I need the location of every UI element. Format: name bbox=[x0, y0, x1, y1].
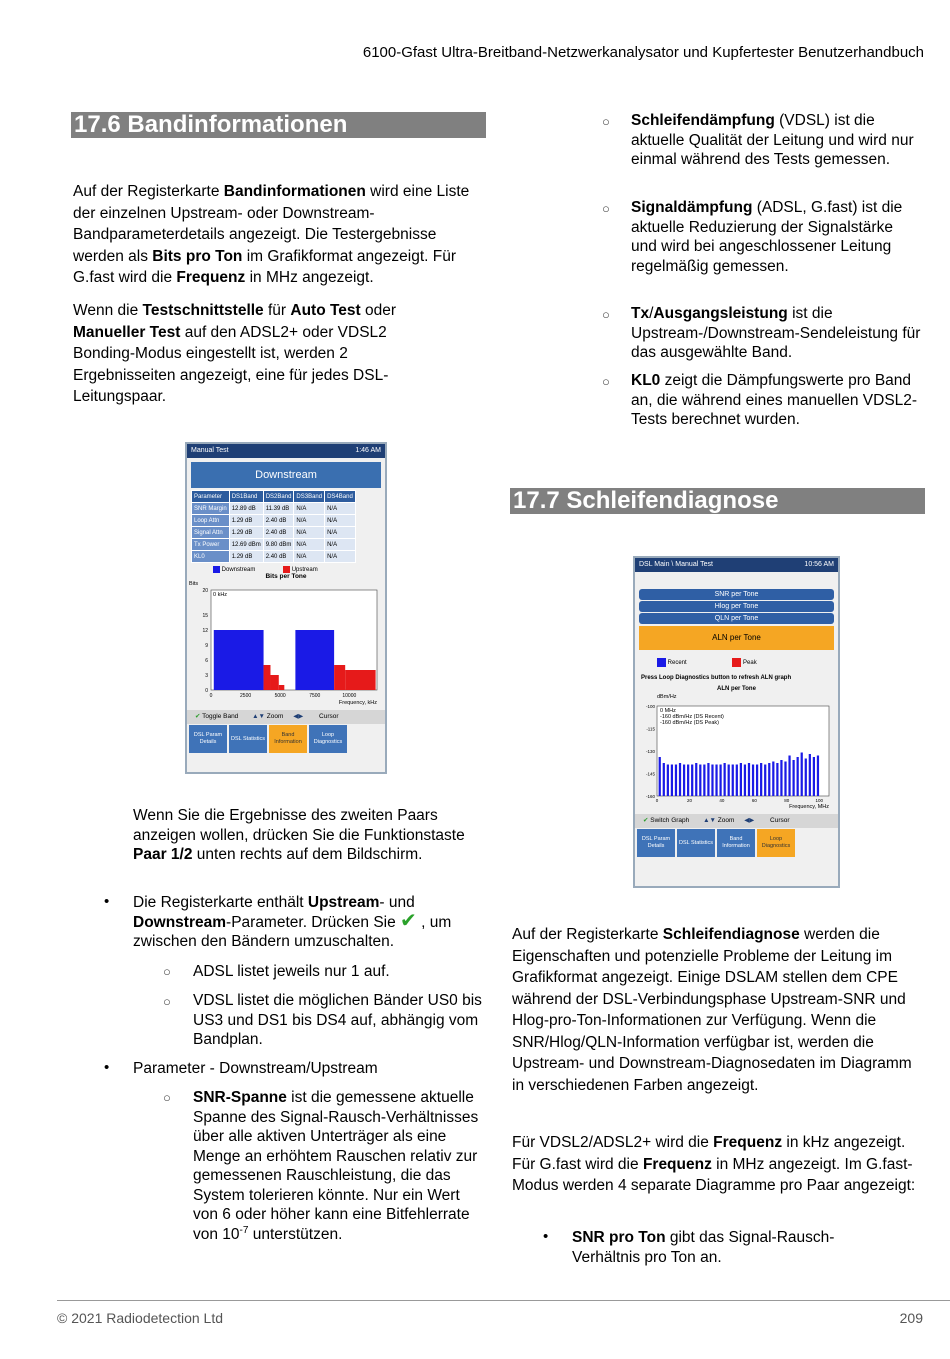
sub-bullet-kl0: KL0 zeigt die Dämpfungswerte pro Band an, die während eines manuellen VDSL2-Tests berechnet wurden. bbox=[631, 372, 918, 428]
sub-bullet-icon: ○ bbox=[163, 1090, 171, 1105]
table-cell: 2.40 dB bbox=[263, 515, 294, 527]
bar-recent bbox=[732, 765, 734, 797]
y-axis-label: dBm/Hz bbox=[657, 694, 677, 700]
y-tick-label: 15 bbox=[202, 613, 208, 620]
frequency-readout: 0 kHz bbox=[213, 592, 228, 599]
info-line: 0 MHz bbox=[660, 708, 676, 714]
x-tick-label: 10000 bbox=[342, 693, 357, 700]
bar-recent bbox=[756, 765, 758, 797]
cursor-softkey[interactable]: Cursor bbox=[770, 817, 790, 824]
footer-copyright: © 2021 Radiodetection Ltd bbox=[57, 1310, 223, 1326]
bar-recent bbox=[772, 762, 774, 797]
table-header-cell: Parameter bbox=[192, 491, 230, 503]
refresh-hint: Press Loop Diagnostics button to refresh ALN graph bbox=[641, 675, 792, 681]
chart-title: Bits per Tone bbox=[265, 573, 307, 581]
x-tick-label: 60 bbox=[751, 798, 757, 803]
sub-bullet-icon: ○ bbox=[602, 114, 610, 129]
y-tick-label: -145 bbox=[645, 771, 655, 777]
sub-bullet-icon: ○ bbox=[163, 994, 171, 1009]
section-heading-17-7: 17.7 Schleifendiagnose bbox=[510, 488, 925, 514]
softkey-bar bbox=[187, 710, 385, 724]
bar-recent bbox=[813, 757, 815, 796]
bar-recent bbox=[809, 754, 811, 796]
bar-recent bbox=[797, 757, 799, 796]
screen-title: Manual Test bbox=[191, 447, 229, 454]
screenshot-band-information bbox=[185, 442, 387, 774]
table-cell: N/A bbox=[325, 503, 356, 515]
bar-recent bbox=[748, 763, 750, 796]
bar-recent bbox=[736, 765, 738, 797]
tab-bar bbox=[189, 725, 385, 753]
sub-bullet-adsl: ADSL listet jeweils nur 1 auf. bbox=[193, 963, 390, 980]
legend-swatch-peak bbox=[732, 658, 741, 667]
check-icon: ✔ bbox=[400, 909, 417, 932]
table-cell: N/A bbox=[325, 527, 356, 539]
bar-recent bbox=[817, 756, 819, 797]
band-parameter-table bbox=[191, 490, 356, 563]
paragraph-loop-diagnostics: Auf der Registerkarte Schleifendiagnose werden die Eigenschaften und potenzielle Probleme der Leitung im Grafikformat angezeigt. Einige DSLAM stellen dem CPE während der DSL-Verbindungsphase Upstream-SNR und Hlog-pro-Ton-Informationen zur Verfügung. Wenn die SNR/Hlog/QLN-Information verfügbar ist, werden die Upstream- und Downstream-Diagnosedaten im Diagramm in verschiedenen Farben angezeigt. bbox=[512, 926, 912, 1094]
y-tick-label: -160 bbox=[645, 794, 655, 799]
bar-recent bbox=[711, 765, 713, 797]
bar-recent bbox=[719, 765, 721, 797]
zoom-softkey[interactable]: Zoom bbox=[717, 817, 735, 824]
bar-recent bbox=[728, 765, 730, 797]
table-header-cell: DS2Band bbox=[263, 491, 294, 503]
table-cell: 2.40 dB bbox=[263, 527, 294, 539]
y-axis-label: Bits bbox=[189, 581, 199, 588]
table-cell: 12.89 dB bbox=[229, 503, 263, 515]
sub-bullet-icon: ○ bbox=[602, 307, 610, 322]
bar-recent bbox=[792, 760, 794, 796]
x-tick-label: 7500 bbox=[309, 693, 321, 700]
bullet-icon: • bbox=[104, 893, 110, 910]
tab-loop-diagnostics[interactable]: Loop Diagnostics bbox=[309, 725, 347, 753]
legend-upstream: Upstream bbox=[291, 567, 318, 574]
table-cell: 1.29 dB bbox=[229, 551, 263, 563]
table-cell: N/A bbox=[294, 503, 325, 515]
zoom-softkey[interactable]: Zoom bbox=[266, 713, 284, 721]
y-tick-label: -100 bbox=[645, 704, 655, 709]
table-cell: N/A bbox=[325, 551, 356, 563]
cursor-softkey[interactable]: Cursor bbox=[319, 713, 339, 721]
bar-recent bbox=[699, 765, 701, 797]
table-cell: 9.80 dBm bbox=[263, 539, 294, 551]
menu-snr-per-tone[interactable]: SNR per Tone bbox=[639, 589, 834, 600]
bullet-snr-per-tone: SNR pro Ton gibt das Signal-Rausch-Verhältnis pro Ton an. bbox=[572, 1229, 835, 1266]
sub-bullet-icon: ○ bbox=[163, 964, 171, 979]
table-cell: 11.39 dB bbox=[263, 503, 294, 515]
x-tick-label: 0 bbox=[655, 798, 659, 803]
bar-recent bbox=[768, 763, 770, 796]
screen-title: DSL Main \ Manual Test bbox=[639, 561, 713, 568]
sub-bullet-vdsl: VDSL listet die möglichen Bänder US0 bis US3 und DS1 bis DS4 auf, abhängig vom Bandplan. bbox=[193, 992, 482, 1048]
legend-recent: Recent bbox=[667, 660, 687, 667]
screen-time: 1:46 AM bbox=[355, 447, 381, 454]
table-row bbox=[192, 551, 356, 563]
screen-time: 10:56 AM bbox=[804, 561, 834, 568]
bar-recent bbox=[801, 753, 803, 797]
aln-per-tone-chart bbox=[635, 692, 838, 814]
tab-band-information[interactable]: Band Information bbox=[269, 725, 307, 753]
bar-recent bbox=[671, 765, 673, 797]
row-label: Tx Power bbox=[192, 539, 230, 551]
tab-bar bbox=[637, 829, 838, 857]
table-row bbox=[192, 539, 356, 551]
document-header: 6100-Gfast Ultra-Breitband-Netzwerkanalysator und Kupfertester Benutzerhandbuch bbox=[362, 44, 924, 61]
table-cell: N/A bbox=[294, 551, 325, 563]
x-tick-label: 80 bbox=[784, 798, 790, 803]
bar-recent bbox=[695, 763, 697, 796]
bar-upstream bbox=[345, 670, 375, 690]
tab-dsl-param-details[interactable]: DSL Param Details bbox=[189, 725, 227, 753]
bar-recent bbox=[752, 765, 754, 797]
paragraph-band-info: Auf der Registerkarte Bandinformationen wird eine Liste der einzelnen Upstream- oder Downstream-Bandparameterdetails angezeigt. Die Testergebnisse werden als Bits pro Ton im Grafikformat angezeigt. Für G.fast wird die Frequenz in MHz angezeigt. bbox=[73, 183, 470, 286]
bar-recent bbox=[687, 765, 689, 797]
info-line: -160 dBm/Hz (DS Recent) bbox=[660, 714, 724, 720]
table-header-cell: DS4Band bbox=[325, 491, 356, 503]
row-label: Signal Attn bbox=[192, 527, 230, 539]
table-cell: 1.29 dB bbox=[229, 527, 263, 539]
bar-downstream bbox=[214, 630, 264, 690]
bits-per-tone-chart bbox=[187, 580, 385, 708]
bar-upstream bbox=[270, 675, 278, 690]
bullet-icon: • bbox=[104, 1059, 110, 1076]
info-line: -160 dBm/Hz (DS Peak) bbox=[660, 720, 719, 726]
sub-bullet-icon: ○ bbox=[602, 201, 610, 216]
bullet-upstream-downstream: Die Registerkarte enthält Upstream- und Downstream-Parameter. Drücken Sie ✔ , um zwischen den Bändern umzuschalten. bbox=[133, 894, 452, 950]
table-cell: N/A bbox=[294, 515, 325, 527]
y-tick-label: 0 bbox=[205, 688, 208, 695]
bullet-parameters: Parameter - Downstream/Upstream bbox=[133, 1060, 378, 1077]
menu-aln-per-tone[interactable]: ALN per Tone bbox=[639, 626, 834, 650]
y-tick-label: 9 bbox=[205, 643, 208, 650]
check-icon: ✔ bbox=[195, 713, 201, 721]
page-number: 209 bbox=[899, 1310, 923, 1326]
y-tick-label: -130 bbox=[645, 749, 655, 754]
bar-recent bbox=[764, 765, 766, 797]
bar-recent bbox=[683, 765, 685, 797]
zoom-arrows-icon: ▲▼ bbox=[252, 713, 265, 721]
tab-dsl-statistics[interactable]: DSL Statistics bbox=[229, 725, 267, 753]
bar-recent bbox=[724, 763, 726, 796]
table-row bbox=[192, 515, 356, 527]
table-cell: 12.69 dBm bbox=[229, 539, 263, 551]
sub-bullet-loop-attn: Schleifendämpfung (VDSL) ist die aktuelle Qualität der Leitung und wird nur einmal während des Tests gemessen. bbox=[631, 112, 914, 168]
bar-recent bbox=[788, 756, 790, 797]
menu-qln-per-tone[interactable]: QLN per Tone bbox=[639, 613, 834, 624]
legend-peak: Peak bbox=[743, 660, 757, 667]
table-row bbox=[192, 527, 356, 539]
x-tick-label: 100 bbox=[815, 798, 824, 803]
bar-recent bbox=[776, 763, 778, 796]
bar-recent bbox=[715, 765, 717, 797]
x-tick-label: 0 bbox=[209, 693, 213, 700]
bar-recent bbox=[675, 765, 677, 797]
menu-hlog-per-tone[interactable]: Hlog per Tone bbox=[639, 601, 834, 612]
legend-downstream: Downstream bbox=[221, 567, 256, 574]
bar-recent bbox=[667, 765, 669, 797]
zoom-arrows-icon: ▲▼ bbox=[703, 817, 716, 824]
bar-recent bbox=[703, 765, 705, 797]
chart-title: ALN per Tone bbox=[717, 686, 756, 692]
screenshot-loop-diagnostics bbox=[633, 556, 840, 888]
bar-recent bbox=[784, 762, 786, 797]
bar-upstream bbox=[334, 665, 345, 690]
bar-upstream bbox=[264, 665, 271, 690]
bar-recent bbox=[740, 763, 742, 796]
bullet-icon: • bbox=[543, 1228, 549, 1245]
bar-recent bbox=[805, 759, 807, 797]
bar-recent bbox=[780, 760, 782, 796]
chart-legend bbox=[213, 566, 385, 573]
x-tick-label: 20 bbox=[686, 798, 692, 803]
softkey-bar bbox=[635, 814, 838, 828]
x-tick-label: 5000 bbox=[274, 693, 286, 700]
x-axis-label: Frequency, MHz bbox=[789, 804, 829, 810]
tab-dsl-param-details[interactable]: DSL Param Details bbox=[637, 829, 675, 857]
sub-bullet-tx-power: Tx/Ausgangsleistung ist die Upstream-/Downstream-Sendeleistung für das ausgewählte Band. bbox=[631, 305, 921, 361]
cursor-arrows-icon: ◀▶ bbox=[744, 817, 755, 824]
bar-recent bbox=[744, 765, 746, 797]
paragraph-second-pair: Wenn Sie die Ergebnisse des zweiten Paars anzeigen wollen, drücken Sie die Funktionstaste Paar 1/2 unten rechts auf dem Bildschirm. bbox=[133, 807, 465, 863]
table-cell: N/A bbox=[294, 539, 325, 551]
table-cell: N/A bbox=[325, 539, 356, 551]
toggle-band-softkey[interactable]: Toggle Band bbox=[202, 713, 239, 721]
check-icon: ✔ bbox=[643, 817, 649, 824]
bar-recent bbox=[659, 757, 661, 796]
table-cell: N/A bbox=[325, 515, 356, 527]
bar-recent bbox=[679, 763, 681, 796]
footer-divider bbox=[57, 1300, 950, 1301]
sub-bullet-snr-margin: SNR-Spanne ist die gemessene aktuelle Spanne des Signal-Rausch-Verhältnisses über alle aktiven Unterträger als eine Menge an erhöhtem Rauschen relativ zur gemessenen Rauschleistung, die das System tolerieren könnte. Nur ein Wert von 6 oder höher kann eine Bitfehlerrate von $10^{-7}$ unterstützen. bbox=[193, 1089, 479, 1243]
cursor-arrows-icon: ◀▶ bbox=[293, 713, 304, 721]
table-cell: 2.40 dB bbox=[263, 551, 294, 563]
tab-loop-diagnostics[interactable]: Loop Diagnostics bbox=[757, 829, 795, 857]
legend-swatch-upstream bbox=[283, 566, 290, 573]
switch-graph-softkey[interactable]: Switch Graph bbox=[650, 817, 690, 824]
row-label: SNR Margin bbox=[192, 503, 230, 515]
bar-downstream bbox=[295, 630, 334, 690]
y-tick-label: 20 bbox=[202, 588, 208, 595]
legend-swatch-recent bbox=[657, 658, 666, 667]
legend-swatch-downstream bbox=[213, 566, 220, 573]
row-label: KL0 bbox=[192, 551, 230, 563]
bar-upstream bbox=[279, 685, 285, 690]
tab-band-information[interactable]: Band Information bbox=[717, 829, 755, 857]
chart-legend bbox=[657, 658, 838, 667]
y-tick-label: 12 bbox=[202, 628, 208, 635]
paragraph-test-interface: Wenn die Testschnittstelle für Auto Test oder Manueller Test auf den ADSL2+ oder VDSL2 Bonding-Modus eingestellt ist, werden 2 Ergebnisseiten angezeigt, eine für jedes DSL-Leitungspaar. bbox=[73, 302, 397, 405]
x-tick-label: 40 bbox=[719, 798, 725, 803]
direction-banner[interactable]: Downstream bbox=[191, 462, 381, 488]
table-header-cell: DS3Band bbox=[294, 491, 325, 503]
tab-dsl-statistics[interactable]: DSL Statistics bbox=[677, 829, 715, 857]
x-axis-label: Frequency, kHz bbox=[338, 700, 377, 707]
table-header-cell: DS1Band bbox=[229, 491, 263, 503]
section-heading-17-6: 17.6 Bandinformationen bbox=[71, 112, 486, 138]
y-tick-label: 6 bbox=[205, 658, 208, 665]
sub-bullet-icon: ○ bbox=[602, 374, 610, 389]
bar-recent bbox=[691, 765, 693, 797]
sub-bullet-signal-attn: Signaldämpfung (ADSL, G.fast) ist die aktuelle Reduzierung der Signalstärke und wird bei angeschlossener Leitung regelmäßig gemessen. bbox=[631, 199, 903, 275]
y-tick-label: -115 bbox=[646, 726, 655, 732]
y-tick-label: 3 bbox=[205, 673, 208, 680]
paragraph-frequency: Für VDSL2/ADSL2+ wird die Frequenz in kHz angezeigt. Für G.fast wird die Frequenz in MHz angezeigt. Im G.fast-Modus werden 4 separate Diagramme pro Paar angezeigt: bbox=[512, 1134, 916, 1194]
bar-recent bbox=[707, 763, 709, 796]
row-label: Loop Attn bbox=[192, 515, 230, 527]
x-tick-label: 2500 bbox=[240, 693, 252, 700]
table-row bbox=[192, 503, 356, 515]
bar-recent bbox=[760, 763, 762, 796]
bar-recent bbox=[663, 763, 665, 796]
table-cell: N/A bbox=[294, 527, 325, 539]
table-cell: 1.29 dB bbox=[229, 515, 263, 527]
